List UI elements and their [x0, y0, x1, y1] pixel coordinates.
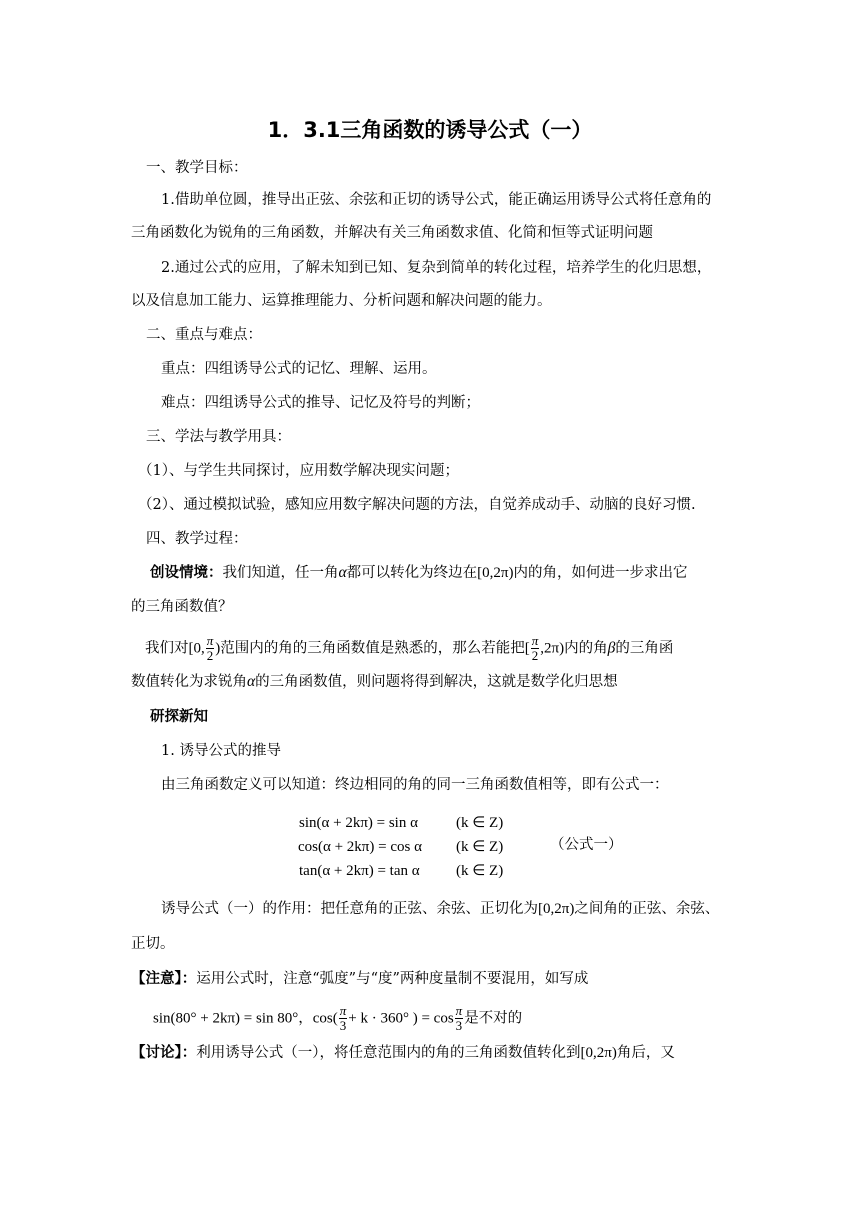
numerator: π	[339, 1003, 347, 1018]
text-run: 的三角函数值，则问题将得到解决，这就是数学化归思想	[255, 674, 618, 690]
interval-bracket: [	[524, 640, 530, 657]
formula-cond: (k ∈ Z)	[456, 815, 504, 831]
usage-line-1	[161, 899, 719, 919]
text-run: 的三角函	[615, 640, 674, 657]
formula-tan: tan(α + 2kπ) = tan α	[299, 863, 420, 879]
numerator: π	[455, 1003, 463, 1018]
example-sin: sin(80° + 2kπ) = sin 80°	[153, 1010, 299, 1027]
interval-0-2pi: [0,2π)	[538, 901, 575, 917]
discussion-label: 【讨论】：	[131, 1045, 197, 1061]
denominator: 2	[531, 648, 539, 663]
difficult-point: 难点：四组诱导公式的推导、记忆及符号的判断；	[161, 395, 480, 411]
situation-label: 创设情境：	[150, 565, 223, 581]
text-run: 我们对	[145, 640, 189, 657]
alpha-symbol: α	[338, 564, 347, 581]
text-run: 范围内的角的三角函数值是熟悉的，那么若能把	[220, 640, 525, 657]
formula-label: （公式一）	[550, 837, 623, 853]
formula-cond: (k ∈ Z)	[456, 863, 504, 879]
formula-cond: (k ∈ Z)	[456, 839, 504, 855]
text-run: 利用诱导公式（一），将任意范围内的角的三角函数值转化到	[196, 1045, 581, 1061]
example-cos: cos(	[312, 1010, 338, 1027]
situation-line-2: 的三角函数值？	[131, 599, 233, 615]
fraction-pi-over-2	[531, 634, 540, 663]
goal-2-line-2: 以及信息加工能力、运算推理能力、分析问题和解决问题的能力。	[131, 293, 552, 309]
fraction-line-2	[131, 672, 618, 692]
key-point: 重点：四组诱导公式的记忆、理解、运用。	[161, 361, 437, 377]
interval-bracket: )	[215, 640, 221, 657]
denominator: 3	[455, 1018, 463, 1033]
example-cos: + k · 360° ) = cos	[348, 1010, 454, 1027]
section-heading-goals: 一、教学目标：	[146, 160, 248, 176]
fraction-line	[145, 634, 673, 663]
text-run: 都可以转化为终边在	[346, 565, 478, 581]
example-line	[153, 1004, 522, 1033]
text-run: 角后，又	[616, 1045, 675, 1061]
usage-line-2: 正切。	[131, 936, 175, 952]
denominator: 3	[339, 1018, 347, 1033]
fraction-pi-over-3	[339, 1004, 348, 1033]
note-label: 【注意】：	[131, 971, 197, 987]
interval-bracket: [0,	[188, 640, 205, 657]
fraction-pi-over-2	[206, 634, 215, 663]
formula-sin: sin(α + 2kπ) = sin α	[299, 815, 418, 831]
method-1: （1）、与学生共同探讨，应用数学解决现实问题；	[138, 463, 459, 479]
section-heading-keypoints: 二、重点与难点：	[146, 327, 262, 343]
beta-symbol: β	[607, 639, 616, 657]
text-run: 内的角，如何进一步求出它	[513, 565, 688, 581]
definition-line: 由三角函数定义可以知道：终边相同的角的同一三角函数值相等，即有公式一：	[161, 777, 669, 793]
method-2: （2）、通过模拟试验，感知应用数字解决问题的方法，自觉养成动手、动脑的良好习惯.	[138, 497, 696, 513]
section-heading-process: 四、教学过程：	[146, 531, 248, 547]
alpha-symbol: α	[247, 673, 256, 690]
goal-1-line-1: 1.借助单位圆，推导出正弦、余弦和正切的诱导公式，能正确运用诱导公式将任意角的	[161, 192, 712, 208]
denominator: 2	[206, 648, 214, 663]
note-line	[131, 969, 588, 989]
goal-1-line-2: 三角函数化为锐角的三角函数，并解决有关三角函数求值、化简和恒等式证明问题	[131, 225, 653, 241]
discussion-line	[131, 1043, 675, 1063]
text-run: 诱导公式（一）的作用：把任意角的正弦、余弦、正切化为	[161, 901, 538, 917]
interval-0-2pi: [0,2π)	[580, 1045, 617, 1061]
page-title: 1．3.1三角函数的诱导公式（一）	[267, 118, 593, 142]
interval-0-2pi: [0,2π)	[477, 565, 514, 581]
subsection-derivation: 1. 诱导公式的推导	[161, 743, 281, 759]
fraction-pi-over-3	[455, 1004, 464, 1033]
interval-bracket: ,2π)	[540, 640, 565, 657]
text-run: 我们知道，任一角	[222, 565, 339, 581]
text-run: 是不对的	[464, 1010, 523, 1027]
numerator: π	[206, 633, 214, 648]
section-heading-methods: 三、学法与教学用具：	[146, 429, 291, 445]
explore-heading: 研探新知	[150, 709, 208, 725]
goal-2-line-1: 2.通过公式的应用，了解未知到已知、复杂到简单的转化过程，培养学生的化归思想，	[161, 260, 712, 276]
formula-cos: cos(α + 2kπ) = cos α	[298, 839, 422, 855]
text-run: 数值转化为求锐角	[131, 674, 247, 690]
situation-line-1	[150, 563, 687, 583]
text-run: 之间角的正弦、余弦、	[574, 901, 720, 917]
text-run: ，	[298, 1010, 313, 1027]
text-run: 内的角	[564, 640, 608, 657]
numerator: π	[531, 633, 539, 648]
text-run: 运用公式时，注意“弧度”与“度”两种度量制不要混用，如写成	[196, 971, 589, 987]
